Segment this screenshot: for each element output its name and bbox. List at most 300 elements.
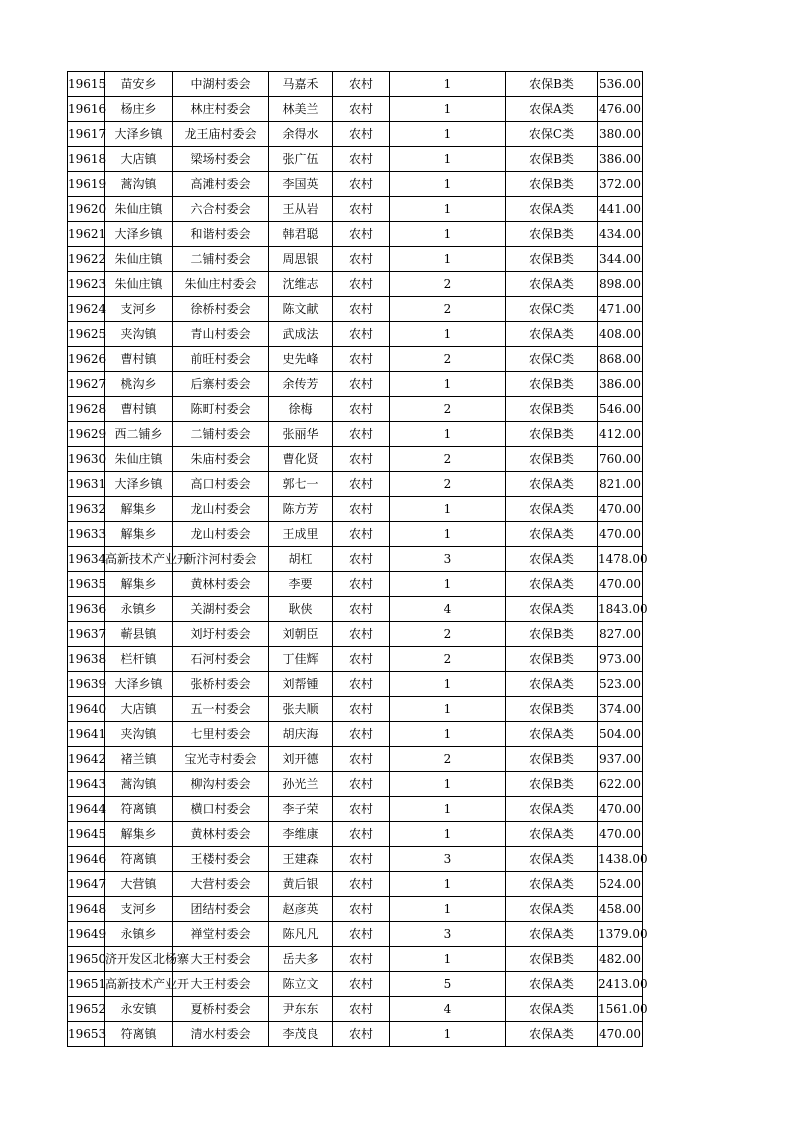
household-count-cell: 1 xyxy=(390,322,506,347)
town-cell: 解集乡 xyxy=(105,497,173,522)
person-name-cell: 郭七一 xyxy=(269,472,333,497)
table-row xyxy=(68,922,643,947)
record-id-cell: 19618 xyxy=(68,147,105,172)
area-type-cell: 农村 xyxy=(333,122,390,147)
record-id-cell: 19624 xyxy=(68,297,105,322)
household-count-cell: 1 xyxy=(390,372,506,397)
record-id-cell: 19649 xyxy=(68,922,105,947)
area-type-cell: 农村 xyxy=(333,522,390,547)
town-cell: 朱仙庄镇 xyxy=(105,247,173,272)
amount-cell: 372.00 xyxy=(598,172,643,197)
town-cell: 大店镇 xyxy=(105,697,173,722)
amount-cell: 524.00 xyxy=(598,872,643,897)
household-count-cell: 2 xyxy=(390,447,506,472)
town-cell: 蒿沟镇 xyxy=(105,772,173,797)
village-cell: 黄林村委会 xyxy=(173,822,269,847)
amount-cell: 344.00 xyxy=(598,247,643,272)
person-name-cell: 刘帮锺 xyxy=(269,672,333,697)
insurance-category-cell: 农保A类 xyxy=(506,722,598,747)
village-cell: 宝光寺村委会 xyxy=(173,747,269,772)
village-cell: 大王村委会 xyxy=(173,972,269,997)
insurance-category-cell: 农保B类 xyxy=(506,647,598,672)
person-name-cell: 曹化贤 xyxy=(269,447,333,472)
household-count-cell: 1 xyxy=(390,247,506,272)
person-name-cell: 王建森 xyxy=(269,847,333,872)
area-type-cell: 农村 xyxy=(333,672,390,697)
insurance-category-cell: 农保B类 xyxy=(506,147,598,172)
table-row xyxy=(68,147,643,172)
village-cell: 龙山村委会 xyxy=(173,497,269,522)
insurance-category-cell: 农保A类 xyxy=(506,572,598,597)
household-count-cell: 1 xyxy=(390,197,506,222)
area-type-cell: 农村 xyxy=(333,822,390,847)
insurance-category-cell: 农保A类 xyxy=(506,497,598,522)
person-name-cell: 丁佳辉 xyxy=(269,647,333,672)
record-id-cell: 19641 xyxy=(68,722,105,747)
person-name-cell: 张夫顺 xyxy=(269,697,333,722)
table-row xyxy=(68,72,643,97)
village-cell: 清水村委会 xyxy=(173,1022,269,1047)
area-type-cell: 农村 xyxy=(333,247,390,272)
village-cell: 王楼村委会 xyxy=(173,847,269,872)
insurance-category-cell: 农保B类 xyxy=(506,247,598,272)
household-count-cell: 1 xyxy=(390,947,506,972)
area-type-cell: 农村 xyxy=(333,747,390,772)
household-count-cell: 1 xyxy=(390,72,506,97)
household-count-cell: 1 xyxy=(390,422,506,447)
insurance-category-cell: 农保A类 xyxy=(506,97,598,122)
amount-cell: 523.00 xyxy=(598,672,643,697)
village-cell: 六合村委会 xyxy=(173,197,269,222)
village-cell: 新汴河村委会 xyxy=(173,547,269,572)
records-table-body xyxy=(68,72,648,1047)
town-cell: 大营镇 xyxy=(105,872,173,897)
person-name-cell: 陈凡凡 xyxy=(269,922,333,947)
town-cell: 桃沟乡 xyxy=(105,372,173,397)
amount-cell: 504.00 xyxy=(598,722,643,747)
record-id-cell: 19653 xyxy=(68,1022,105,1047)
amount-cell: 1561.00 xyxy=(598,997,643,1022)
area-type-cell: 农村 xyxy=(333,372,390,397)
record-id-cell: 19652 xyxy=(68,997,105,1022)
area-type-cell: 农村 xyxy=(333,472,390,497)
village-cell: 夏桥村委会 xyxy=(173,997,269,1022)
household-count-cell: 1 xyxy=(390,572,506,597)
person-name-cell: 韩君聪 xyxy=(269,222,333,247)
household-count-cell: 2 xyxy=(390,472,506,497)
town-cell: 高新技术产业开 xyxy=(105,972,173,997)
village-cell: 中湖村委会 xyxy=(173,72,269,97)
record-id-cell: 19634 xyxy=(68,547,105,572)
insurance-category-cell: 农保C类 xyxy=(506,122,598,147)
area-type-cell: 农村 xyxy=(333,197,390,222)
amount-cell: 973.00 xyxy=(598,647,643,672)
insurance-category-cell: 农保A类 xyxy=(506,847,598,872)
household-count-cell: 2 xyxy=(390,297,506,322)
insurance-category-cell: 农保A类 xyxy=(506,597,598,622)
town-cell: 栏杆镇 xyxy=(105,647,173,672)
record-id-cell: 19622 xyxy=(68,247,105,272)
record-id-cell: 19626 xyxy=(68,347,105,372)
table-row xyxy=(68,797,643,822)
amount-cell: 1843.00 xyxy=(598,597,643,622)
area-type-cell: 农村 xyxy=(333,547,390,572)
amount-cell: 434.00 xyxy=(598,222,643,247)
town-cell: 支河乡 xyxy=(105,297,173,322)
village-cell: 黄林村委会 xyxy=(173,572,269,597)
area-type-cell: 农村 xyxy=(333,797,390,822)
person-name-cell: 王成里 xyxy=(269,522,333,547)
area-type-cell: 农村 xyxy=(333,947,390,972)
town-cell: 解集乡 xyxy=(105,822,173,847)
insurance-category-cell: 农保B类 xyxy=(506,397,598,422)
person-name-cell: 赵彦英 xyxy=(269,897,333,922)
area-type-cell: 农村 xyxy=(333,697,390,722)
person-name-cell: 张广伍 xyxy=(269,147,333,172)
household-count-cell: 4 xyxy=(390,997,506,1022)
insurance-category-cell: 农保A类 xyxy=(506,472,598,497)
table-row xyxy=(68,447,643,472)
area-type-cell: 农村 xyxy=(333,322,390,347)
person-name-cell: 李子荣 xyxy=(269,797,333,822)
household-count-cell: 1 xyxy=(390,797,506,822)
table-row xyxy=(68,972,643,997)
table-row xyxy=(68,247,643,272)
town-cell: 杨庄乡 xyxy=(105,97,173,122)
record-id-cell: 19617 xyxy=(68,122,105,147)
amount-cell: 1438.00 xyxy=(598,847,643,872)
village-cell: 大营村委会 xyxy=(173,872,269,897)
village-cell: 刘圩村委会 xyxy=(173,622,269,647)
record-id-cell: 19635 xyxy=(68,572,105,597)
person-name-cell: 余传芳 xyxy=(269,372,333,397)
person-name-cell: 孙光兰 xyxy=(269,772,333,797)
person-name-cell: 胡庆海 xyxy=(269,722,333,747)
household-count-cell: 1 xyxy=(390,222,506,247)
area-type-cell: 农村 xyxy=(333,497,390,522)
area-type-cell: 农村 xyxy=(333,147,390,172)
household-count-cell: 1 xyxy=(390,122,506,147)
record-id-cell: 19651 xyxy=(68,972,105,997)
record-id-cell: 19623 xyxy=(68,272,105,297)
town-cell: 曹村镇 xyxy=(105,397,173,422)
village-cell: 禅堂村委会 xyxy=(173,922,269,947)
town-cell: 符离镇 xyxy=(105,847,173,872)
insurance-category-cell: 农保A类 xyxy=(506,197,598,222)
record-id-cell: 19632 xyxy=(68,497,105,522)
record-id-cell: 19644 xyxy=(68,797,105,822)
household-count-cell: 1 xyxy=(390,522,506,547)
insurance-category-cell: 农保A类 xyxy=(506,322,598,347)
amount-cell: 536.00 xyxy=(598,72,643,97)
town-cell: 蕲县镇 xyxy=(105,622,173,647)
village-cell: 二铺村委会 xyxy=(173,422,269,447)
table-row xyxy=(68,722,643,747)
household-count-cell: 4 xyxy=(390,597,506,622)
insurance-category-cell: 农保A类 xyxy=(506,272,598,297)
table-row xyxy=(68,597,643,622)
person-name-cell: 林美兰 xyxy=(269,97,333,122)
record-id-cell: 19643 xyxy=(68,772,105,797)
person-name-cell: 沈维志 xyxy=(269,272,333,297)
area-type-cell: 农村 xyxy=(333,447,390,472)
record-id-cell: 19625 xyxy=(68,322,105,347)
person-name-cell: 余得水 xyxy=(269,122,333,147)
amount-cell: 821.00 xyxy=(598,472,643,497)
record-id-cell: 19647 xyxy=(68,872,105,897)
area-type-cell: 农村 xyxy=(333,297,390,322)
area-type-cell: 农村 xyxy=(333,347,390,372)
village-cell: 张桥村委会 xyxy=(173,672,269,697)
amount-cell: 470.00 xyxy=(598,822,643,847)
person-name-cell: 徐梅 xyxy=(269,397,333,422)
person-name-cell: 李茂良 xyxy=(269,1022,333,1047)
insurance-category-cell: 农保A类 xyxy=(506,997,598,1022)
household-count-cell: 1 xyxy=(390,1022,506,1047)
village-cell: 高滩村委会 xyxy=(173,172,269,197)
table-row xyxy=(68,872,643,897)
amount-cell: 441.00 xyxy=(598,197,643,222)
person-name-cell: 尹东东 xyxy=(269,997,333,1022)
village-cell: 五一村委会 xyxy=(173,697,269,722)
insurance-category-cell: 农保B类 xyxy=(506,222,598,247)
town-cell: 符离镇 xyxy=(105,797,173,822)
household-count-cell: 3 xyxy=(390,547,506,572)
town-cell: 永安镇 xyxy=(105,997,173,1022)
area-type-cell: 农村 xyxy=(333,772,390,797)
amount-cell: 470.00 xyxy=(598,497,643,522)
household-count-cell: 2 xyxy=(390,747,506,772)
town-cell: 大泽乡镇 xyxy=(105,122,173,147)
amount-cell: 458.00 xyxy=(598,897,643,922)
person-name-cell: 岳夫多 xyxy=(269,947,333,972)
area-type-cell: 农村 xyxy=(333,847,390,872)
insurance-category-cell: 农保A类 xyxy=(506,522,598,547)
person-name-cell: 胡杠 xyxy=(269,547,333,572)
person-name-cell: 刘朝臣 xyxy=(269,622,333,647)
village-cell: 青山村委会 xyxy=(173,322,269,347)
amount-cell: 470.00 xyxy=(598,522,643,547)
insurance-category-cell: 农保A类 xyxy=(506,547,598,572)
record-id-cell: 19616 xyxy=(68,97,105,122)
village-cell: 徐桥村委会 xyxy=(173,297,269,322)
record-id-cell: 19637 xyxy=(68,622,105,647)
town-cell: 支河乡 xyxy=(105,897,173,922)
area-type-cell: 农村 xyxy=(333,222,390,247)
person-name-cell: 马嘉禾 xyxy=(269,72,333,97)
table-row xyxy=(68,472,643,497)
area-type-cell: 农村 xyxy=(333,997,390,1022)
area-type-cell: 农村 xyxy=(333,897,390,922)
table-row xyxy=(68,947,643,972)
town-cell: 大泽乡镇 xyxy=(105,472,173,497)
amount-cell: 2413.00 xyxy=(598,972,643,997)
record-id-cell: 19628 xyxy=(68,397,105,422)
amount-cell: 470.00 xyxy=(598,1022,643,1047)
town-cell: 大泽乡镇 xyxy=(105,672,173,697)
household-count-cell: 1 xyxy=(390,497,506,522)
household-count-cell: 5 xyxy=(390,972,506,997)
table-row xyxy=(68,322,643,347)
table-row xyxy=(68,522,643,547)
insurance-category-cell: 农保C类 xyxy=(506,347,598,372)
household-count-cell: 1 xyxy=(390,722,506,747)
amount-cell: 898.00 xyxy=(598,272,643,297)
insurance-category-cell: 农保B类 xyxy=(506,697,598,722)
table-row xyxy=(68,272,643,297)
amount-cell: 380.00 xyxy=(598,122,643,147)
insurance-category-cell: 农保B类 xyxy=(506,747,598,772)
amount-cell: 470.00 xyxy=(598,797,643,822)
town-cell: 永镇乡 xyxy=(105,597,173,622)
table-row xyxy=(68,1022,643,1047)
town-cell: 蒿沟镇 xyxy=(105,172,173,197)
table-row xyxy=(68,697,643,722)
insurance-category-cell: 农保B类 xyxy=(506,772,598,797)
insurance-category-cell: 农保C类 xyxy=(506,297,598,322)
insurance-category-cell: 农保A类 xyxy=(506,897,598,922)
insurance-category-cell: 农保B类 xyxy=(506,72,598,97)
village-cell: 朱仙庄村委会 xyxy=(173,272,269,297)
household-count-cell: 3 xyxy=(390,922,506,947)
insurance-category-cell: 农保A类 xyxy=(506,872,598,897)
insurance-category-cell: 农保B类 xyxy=(506,172,598,197)
table-row xyxy=(68,897,643,922)
amount-cell: 386.00 xyxy=(598,372,643,397)
table-row xyxy=(68,997,643,1022)
insurance-category-cell: 农保A类 xyxy=(506,1022,598,1047)
person-name-cell: 张丽华 xyxy=(269,422,333,447)
amount-cell: 1379.00 xyxy=(598,922,643,947)
insurance-category-cell: 农保B类 xyxy=(506,372,598,397)
area-type-cell: 农村 xyxy=(333,622,390,647)
village-cell: 七里村委会 xyxy=(173,722,269,747)
household-count-cell: 1 xyxy=(390,147,506,172)
town-cell: 朱仙庄镇 xyxy=(105,197,173,222)
insurance-category-cell: 农保B类 xyxy=(506,947,598,972)
amount-cell: 386.00 xyxy=(598,147,643,172)
village-cell: 朱庙村委会 xyxy=(173,447,269,472)
amount-cell: 868.00 xyxy=(598,347,643,372)
table-row xyxy=(68,372,643,397)
area-type-cell: 农村 xyxy=(333,422,390,447)
table-row xyxy=(68,672,643,697)
person-name-cell: 陈立文 xyxy=(269,972,333,997)
household-count-cell: 2 xyxy=(390,272,506,297)
town-cell: 曹村镇 xyxy=(105,347,173,372)
household-count-cell: 1 xyxy=(390,172,506,197)
record-id-cell: 19639 xyxy=(68,672,105,697)
area-type-cell: 农村 xyxy=(333,647,390,672)
household-count-cell: 1 xyxy=(390,822,506,847)
area-type-cell: 农村 xyxy=(333,1022,390,1047)
table-row xyxy=(68,172,643,197)
village-cell: 梁场村委会 xyxy=(173,147,269,172)
person-name-cell: 耿侠 xyxy=(269,597,333,622)
person-name-cell: 陈文献 xyxy=(269,297,333,322)
town-cell: 西二铺乡 xyxy=(105,422,173,447)
record-id-cell: 19648 xyxy=(68,897,105,922)
table-row xyxy=(68,397,643,422)
village-cell: 龙山村委会 xyxy=(173,522,269,547)
household-count-cell: 2 xyxy=(390,397,506,422)
record-id-cell: 19633 xyxy=(68,522,105,547)
person-name-cell: 武成法 xyxy=(269,322,333,347)
area-type-cell: 农村 xyxy=(333,972,390,997)
village-cell: 林庄村委会 xyxy=(173,97,269,122)
table-row xyxy=(68,422,643,447)
insurance-category-cell: 农保B类 xyxy=(506,622,598,647)
town-cell: 大泽乡镇 xyxy=(105,222,173,247)
town-cell: 夹沟镇 xyxy=(105,722,173,747)
table-row xyxy=(68,647,643,672)
records-table xyxy=(67,71,648,1047)
person-name-cell: 黄后银 xyxy=(269,872,333,897)
household-count-cell: 1 xyxy=(390,97,506,122)
village-cell: 后寨村委会 xyxy=(173,372,269,397)
village-cell: 柳沟村委会 xyxy=(173,772,269,797)
amount-cell: 470.00 xyxy=(598,572,643,597)
village-cell: 大王村委会 xyxy=(173,947,269,972)
village-cell: 横口村委会 xyxy=(173,797,269,822)
table-row xyxy=(68,197,643,222)
record-id-cell: 19640 xyxy=(68,697,105,722)
record-id-cell: 19642 xyxy=(68,747,105,772)
village-cell: 和谐村委会 xyxy=(173,222,269,247)
insurance-category-cell: 农保B类 xyxy=(506,422,598,447)
household-count-cell: 1 xyxy=(390,897,506,922)
town-cell: 大店镇 xyxy=(105,147,173,172)
table-row xyxy=(68,297,643,322)
amount-cell: 471.00 xyxy=(598,297,643,322)
area-type-cell: 农村 xyxy=(333,397,390,422)
town-cell: 济开发区北杨寨 xyxy=(105,947,173,972)
amount-cell: 1478.00 xyxy=(598,547,643,572)
record-id-cell: 19638 xyxy=(68,647,105,672)
person-name-cell: 刘开德 xyxy=(269,747,333,772)
table-row xyxy=(68,222,643,247)
village-cell: 陈町村委会 xyxy=(173,397,269,422)
table-row xyxy=(68,622,643,647)
household-count-cell: 2 xyxy=(390,347,506,372)
town-cell: 苗安乡 xyxy=(105,72,173,97)
village-cell: 关湖村委会 xyxy=(173,597,269,622)
person-name-cell: 李国英 xyxy=(269,172,333,197)
amount-cell: 827.00 xyxy=(598,622,643,647)
insurance-category-cell: 农保A类 xyxy=(506,797,598,822)
town-cell: 符离镇 xyxy=(105,1022,173,1047)
record-id-cell: 19621 xyxy=(68,222,105,247)
record-id-cell: 19627 xyxy=(68,372,105,397)
area-type-cell: 农村 xyxy=(333,172,390,197)
person-name-cell: 陈方芳 xyxy=(269,497,333,522)
area-type-cell: 农村 xyxy=(333,722,390,747)
insurance-category-cell: 农保A类 xyxy=(506,972,598,997)
area-type-cell: 农村 xyxy=(333,72,390,97)
household-count-cell: 2 xyxy=(390,647,506,672)
record-id-cell: 19630 xyxy=(68,447,105,472)
area-type-cell: 农村 xyxy=(333,597,390,622)
village-cell: 石河村委会 xyxy=(173,647,269,672)
household-count-cell: 1 xyxy=(390,697,506,722)
insurance-category-cell: 农保B类 xyxy=(506,447,598,472)
town-cell: 高新技术产业开 xyxy=(105,547,173,572)
table-row xyxy=(68,547,643,572)
town-cell: 朱仙庄镇 xyxy=(105,272,173,297)
person-name-cell: 周思银 xyxy=(269,247,333,272)
amount-cell: 476.00 xyxy=(598,97,643,122)
record-id-cell: 19615 xyxy=(68,72,105,97)
